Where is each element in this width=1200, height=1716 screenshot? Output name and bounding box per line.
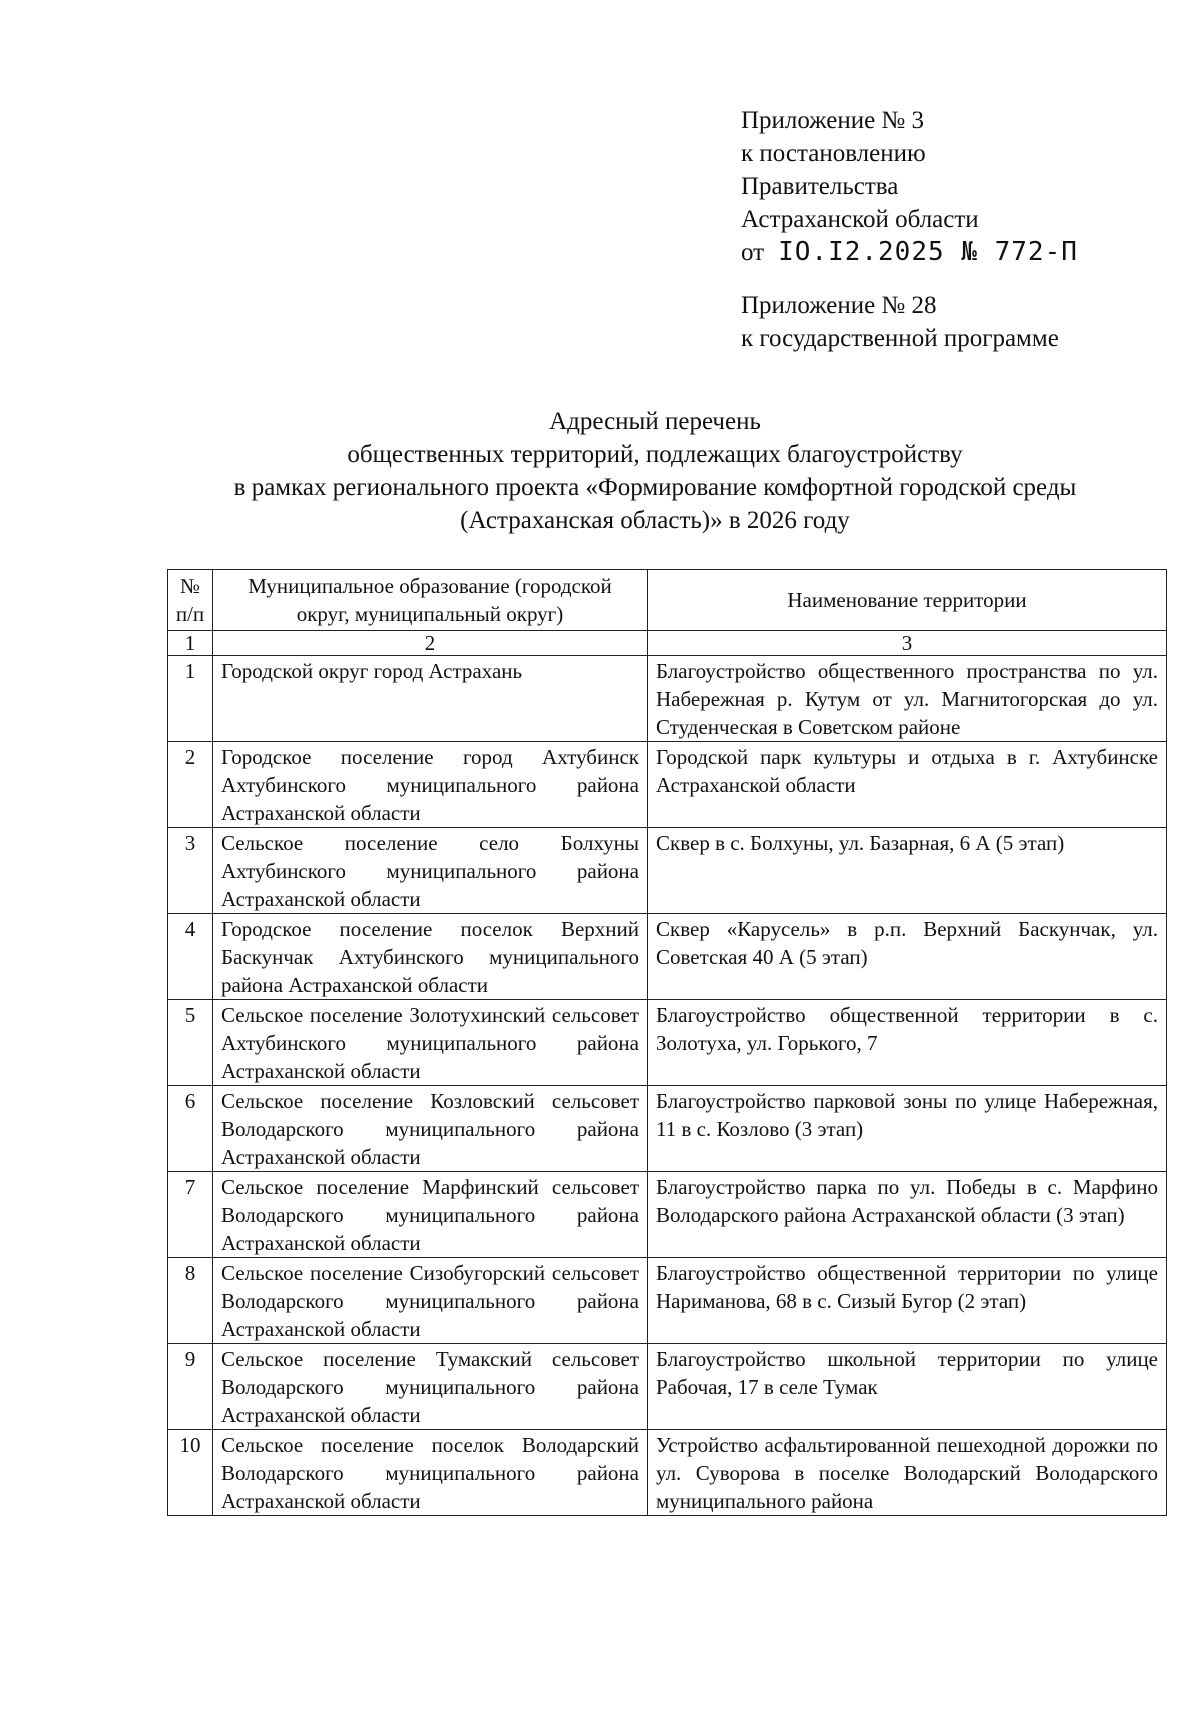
table-row <box>168 1086 1167 1172</box>
territories-table <box>167 569 1167 1516</box>
header-date-line <box>741 236 1161 269</box>
row-number: 3 <box>168 828 213 914</box>
table-body <box>168 631 1167 1516</box>
row-number: 10 <box>168 1430 213 1516</box>
title-line-3: в рамках регионального проекта «Формирование комфортной городской среды <box>233 474 1077 501</box>
row-number: 2 <box>168 742 213 828</box>
row-number: 7 <box>168 1172 213 1258</box>
header-number: № п/п <box>168 570 213 631</box>
header-municipality: Муниципальное образование (городской округ, муниципальный округ) <box>213 570 648 631</box>
row-municipality: Сельское поселение село Болхуны Ахтубинского муниципального района Астраханской области <box>213 828 648 914</box>
title-line-1: Адресный перечень <box>549 408 761 435</box>
table-row <box>168 1344 1167 1430</box>
row-municipality: Сельское поселение поселок Володарский Володарского муниципального района Астраханской области <box>213 1430 648 1516</box>
row-municipality: Городское поселение город Ахтубинск Ахтубинского муниципального района Астраханской области <box>213 742 648 828</box>
row-territory-name: Благоустройство парка по ул. Победы в с. Марфино Володарского района Астраханской области (3 этап) <box>648 1172 1167 1258</box>
header-line-government: Правительства <box>741 173 899 200</box>
column-index-2: 2 <box>213 631 648 656</box>
header-line-region: Астраханской области <box>741 206 979 233</box>
row-territory-name: Благоустройство школьной территории по улице Рабочая, 17 в селе Тумак <box>648 1344 1167 1430</box>
row-municipality: Городское поселение поселок Верхний Баскунчак Ахтубинского муниципального района Астраханской области <box>213 914 648 1000</box>
header-line-resolution: к постановлению <box>741 140 926 167</box>
row-territory-name: Сквер в с. Болхуны, ул. Базарная, 6 А (5 этап) <box>648 828 1167 914</box>
row-number: 1 <box>168 656 213 742</box>
row-number: 5 <box>168 1000 213 1086</box>
table-row <box>168 828 1167 914</box>
row-municipality: Городской округ город Астрахань <box>213 656 648 742</box>
table-row <box>168 1258 1167 1344</box>
row-municipality: Сельское поселение Сизобугорский сельсовет Володарского муниципального района Астраханской области <box>213 1258 648 1344</box>
header-territory-name: Наименование территории <box>648 570 1167 631</box>
row-municipality: Сельское поселение Марфинский сельсовет Володарского муниципального района Астраханской области <box>213 1172 648 1258</box>
table-row <box>168 1172 1167 1258</box>
column-index-1: 1 <box>168 631 213 656</box>
table-row <box>168 742 1167 828</box>
row-number: 4 <box>168 914 213 1000</box>
header-line-appendix: Приложение № 3 <box>741 107 925 134</box>
title-line-4: (Астраханская область)» в 2026 году <box>460 507 850 534</box>
row-territory-name: Благоустройство общественного пространства по ул. Набережная р. Кутум от ул. Магнитогорская до ул. Студенческая в Советском районе <box>648 656 1167 742</box>
row-number: 8 <box>168 1258 213 1344</box>
table-row <box>168 914 1167 1000</box>
column-index-row <box>168 631 1167 656</box>
row-territory-name: Благоустройство общественной территории в с. Золотуха, ул. Горького, 7 <box>648 1000 1167 1086</box>
table-row <box>168 656 1167 742</box>
column-index-3: 3 <box>648 631 1167 656</box>
row-municipality: Сельское поселение Золотухинский сельсовет Ахтубинского муниципального района Астраханской области <box>213 1000 648 1086</box>
row-territory-name: Благоустройство парковой зоны по улице Набережная, 11 в с. Козлово (3 этап) <box>648 1086 1167 1172</box>
table-row <box>168 1430 1167 1516</box>
document-title <box>0 405 1200 537</box>
header-line-program: к государственной программе <box>741 325 1059 352</box>
header-line-appendix-28: Приложение № 28 <box>741 292 937 319</box>
row-territory-name: Благоустройство общественной территории по улице Нариманова, 68 в с. Сизый Бугор (2 этап) <box>648 1258 1167 1344</box>
row-number: 6 <box>168 1086 213 1172</box>
row-territory-name: Сквер «Карусель» в р.п. Верхний Баскунчак, ул. Советская 40 А (5 этап) <box>648 914 1167 1000</box>
row-municipality: Сельское поселение Тумакский сельсовет Володарского муниципального района Астраханской области <box>213 1344 648 1430</box>
row-municipality: Сельское поселение Козловский сельсовет Володарского муниципального района Астраханской области <box>213 1086 648 1172</box>
row-territory-name: Устройство асфальтированной пешеходной дорожки по ул. Суворова в поселке Володарский Володарского муниципального района <box>648 1430 1167 1516</box>
date-stamp: IO.I2.2025 № 772-П <box>778 237 1078 267</box>
table-header-row <box>168 570 1167 631</box>
row-territory-name: Городской парк культуры и отдыха в г. Ахтубинске Астраханской области <box>648 742 1167 828</box>
table-row <box>168 1000 1167 1086</box>
title-line-2: общественных территорий, подлежащих благоустройству <box>347 441 963 468</box>
row-number: 9 <box>168 1344 213 1430</box>
document-header <box>741 104 1161 355</box>
date-prefix: от <box>741 239 765 266</box>
